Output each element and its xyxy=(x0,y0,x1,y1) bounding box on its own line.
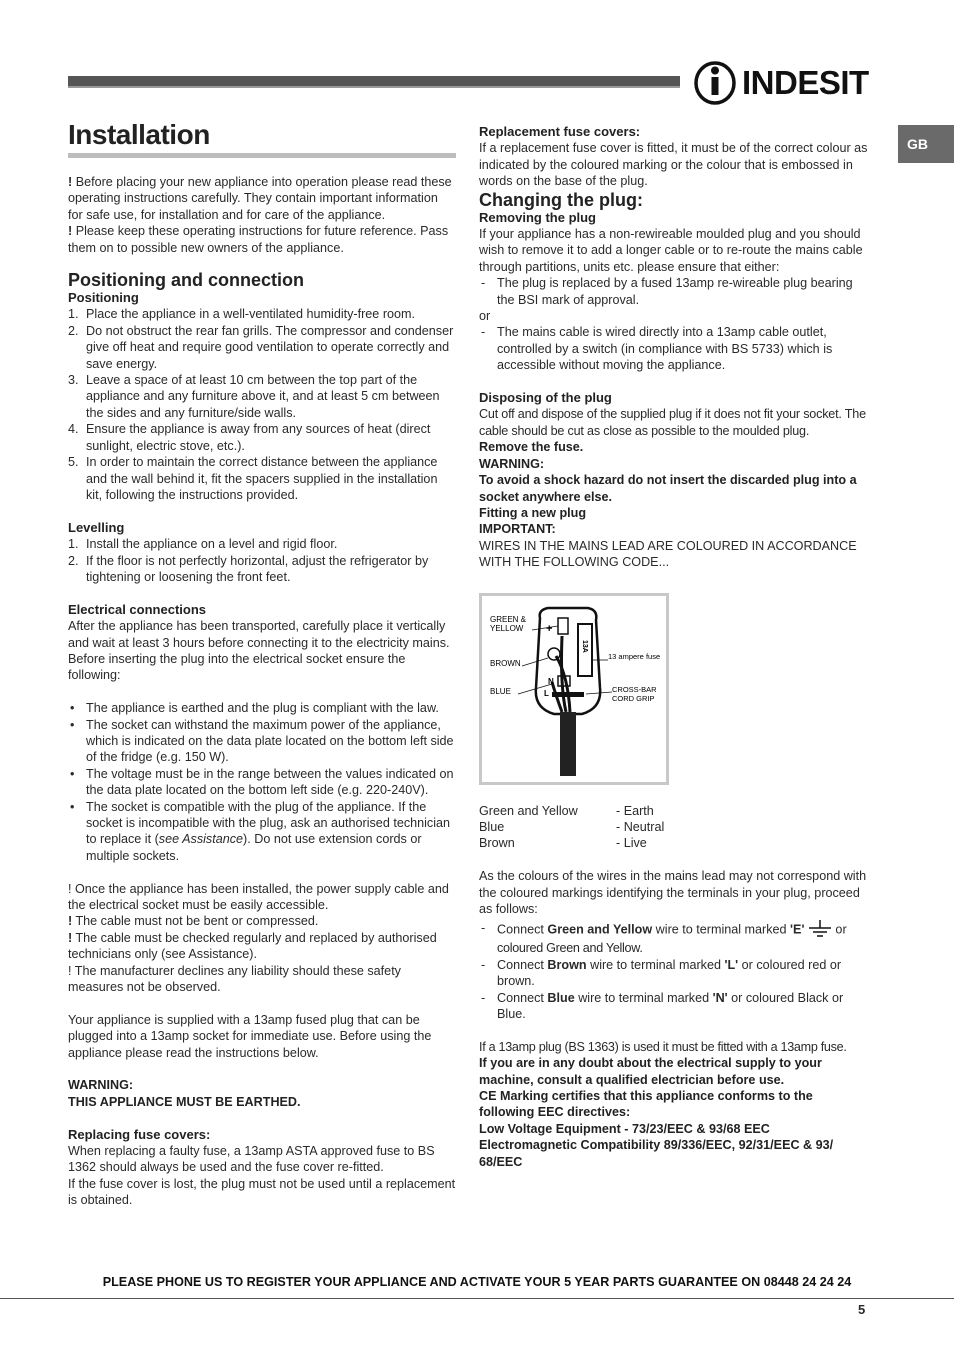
important-label: IMPORTANT: xyxy=(479,522,556,537)
section-heading-positioning-connection: Positioning and connection xyxy=(68,270,304,291)
wire-colour-legend xyxy=(479,803,869,852)
brand-wordmark: INDESIT xyxy=(742,64,869,101)
warning2-text: To avoid a shock hazard do not insert the discarded plug into a socket anywhere else. xyxy=(479,473,857,504)
list-item: - Connect Brown wire to terminal marked 'L' or coloured red or brown. xyxy=(481,957,842,989)
electrical-bullets xyxy=(68,700,456,864)
label-plus: + xyxy=(546,622,553,635)
label-terminal-l: L xyxy=(544,688,549,698)
indesit-i-icon xyxy=(694,58,740,106)
page-title: Installation xyxy=(68,119,210,150)
colours-text: As the colours of the wires in the mains lead may not correspond with the coloured markings identifying the terminals in your plug, proceed as follows: xyxy=(479,869,867,916)
subheading-replacement-fuse-covers: Replacement fuse covers: xyxy=(479,124,641,139)
list-item: 4. Ensure the appliance is away from any sources of heat (direct sunlight, electric stove, etc.). xyxy=(68,422,431,453)
list-item: - The plug is replaced by a fused 13amp re-wireable plug bearing the BSI mark of approval. xyxy=(481,276,853,307)
disposing-text: Cut off and dispose of the supplied plug if it does not fit your socket. The cable should be cut as close as possible to the moulded plug. xyxy=(479,407,866,438)
warning-label: WARNING: xyxy=(68,1078,134,1093)
subheading-electrical: Electrical connections xyxy=(68,601,206,617)
section-heading-changing-plug: Changing the plug: xyxy=(479,189,643,210)
remove-fuse: Remove the fuse. xyxy=(479,440,584,455)
legend-row: Blue - Neutral xyxy=(479,819,665,834)
earth-symbol-icon xyxy=(808,920,832,940)
label-green-yellow-1: GREEN & xyxy=(490,614,527,624)
subheading-replacing-fuse: Replacing fuse covers: xyxy=(68,1126,211,1142)
replacing-text: When replacing a faulty fuse, a 13amp ASTA approved fuse to BS 1362 should always be used and the fuse cover re-fitted. xyxy=(68,1144,435,1175)
header-bar xyxy=(68,76,680,88)
indesit-logo xyxy=(694,58,868,106)
label-fuse: 13 ampere fuse xyxy=(608,651,661,661)
fuse-note: If a 13amp plug (BS 1363) is used it must be fitted with a 13amp fuse. xyxy=(479,1039,847,1054)
list-item: 3. Leave a space of at least 10 cm between the top part of the appliance and any furniture above it, and at least 5 cm between the sides and any furniture/side walls. xyxy=(68,373,440,420)
list-item: 2. If the floor is not perfectly horizontal, adjust the refrigerator by tightening or loosening the front feet. xyxy=(68,553,429,584)
subheading-levelling: Levelling xyxy=(68,519,125,535)
list-item: • The socket can withstand the maximum power of the appliance, which is indicated on the data plate located on the bottom left side of the fridge (e.g. 150 W). xyxy=(70,717,454,765)
connect-list xyxy=(479,920,869,1022)
safety-notes: ! Once the appliance has been installed, the power supply cable and the electrical socket must be easily accessible. ! The cable must not be bent or compressed. ! The cable must be checked regularly and replaced by authorised technicians only (see Assistance). ! The manufacturer declines any liability should these safety measures not be observed. xyxy=(68,881,449,995)
intro-para: ! Before placing your new appliance into operation please read these operating instructions carefully. They contain important information for safe use, for installation and for care of the appliance. ! Please keep these operating instructions for future reference. Pass them on to possible new owners of the appliance. xyxy=(68,175,452,255)
label-blue: BLUE xyxy=(490,686,511,696)
footer-rule xyxy=(0,1298,954,1299)
replacing-text-2: If the fuse cover is lost, the plug must not be used until a replacement is obtained. xyxy=(68,1176,456,1208)
subheading-removing-plug: Removing the plug xyxy=(479,209,596,225)
positioning-list xyxy=(68,306,456,503)
left-column xyxy=(68,118,456,1209)
subheading-positioning: Positioning xyxy=(68,290,139,306)
warning-text: THIS APPLIANCE MUST BE EARTHED. xyxy=(68,1094,301,1109)
right-column xyxy=(479,124,869,1170)
removing-list-1 xyxy=(479,275,869,308)
legend-row: Green and Yellow - Earth xyxy=(479,803,654,818)
electrical-intro: After the appliance has been transported, carefully place it vertically and wait at least 3 hours before connecting it to the electricity mains. Before inserting the plug into the electrical socket ensure the following: xyxy=(68,619,450,683)
list-item: • The socket is compatible with the plug of the appliance. If the socket is incompatible with the plug, ask an authorised technician to replace it (see Assistance). Do not use extension cords or multiple sockets. xyxy=(70,799,451,863)
title-rule xyxy=(68,153,456,158)
list-item: • The voltage must be in the range between the values indicated on the data plate located on the bottom left side (e.g. 220-240V). xyxy=(70,766,454,798)
or-text: or xyxy=(479,309,491,324)
list-item: 1. Place the appliance in a well-ventilated humidity-free room. xyxy=(68,307,416,322)
subheading-disposing-plug: Disposing of the plug xyxy=(479,390,612,406)
important-text: WIRES IN THE MAINS LEAD ARE COLOURED IN ACCORDANCE WITH THE FOLLOWING CODE... xyxy=(479,538,857,570)
label-terminal-n: N xyxy=(548,676,554,686)
legend-row: Brown - Live xyxy=(479,836,647,851)
list-item: • The appliance is earthed and the plug is compliant with the law. xyxy=(70,701,439,716)
label-crossbar-2: CORD GRIP xyxy=(612,693,655,703)
emc-text: Electromagnetic Compatibility 89/336/EEC, 92/31/EEC & 93/ 68/EEC xyxy=(479,1138,834,1169)
label-crossbar-1: CROSS-BAR xyxy=(612,684,657,694)
removing-list-2 xyxy=(479,324,869,373)
fitting-heading: Fitting a new plug xyxy=(479,505,587,520)
list-item: - Connect Blue wire to terminal marked 'N' or coloured Black or Blue. xyxy=(481,990,844,1021)
language-tab-gb: GB xyxy=(898,125,954,163)
mains-cable xyxy=(560,712,576,776)
fuse-mark: 13A xyxy=(581,639,588,653)
list-item: - Connect Green and Yellow wire to terminal marked 'E' or coloured Green and Yellow. xyxy=(481,921,847,956)
list-item: - The mains cable is wired directly into a 13amp cable outlet, controlled by a switch (in compliance with BS 5733) which is accessible without moving the appliance. xyxy=(481,325,833,373)
list-item: 2. Do not obstruct the rear fan grills. The compressor and condenser give off heat and require good ventilation to operate correctly and save energy. xyxy=(68,323,454,371)
footer-guarantee-text: PLEASE PHONE US TO REGISTER YOUR APPLIANCE AND ACTIVATE YOUR 5 YEAR PARTS GUARANTEE ON 08448 24 24 24 xyxy=(102,1275,852,1289)
replacement-text: If a replacement fuse cover is fitted, it must be of the correct colour as indicated by the coloured marking or the colour that is embossed in words on the base of the plug. xyxy=(479,141,868,189)
label-green-yellow-2: YELLOW xyxy=(490,623,524,633)
plug-wiring-diagram xyxy=(479,593,669,785)
removing-text: If your appliance has a non-rewireable moulded plug and you should wish to remove it to add a longer cable or to re-route the mains cable through partitions, units etc. please ensure that either: xyxy=(479,227,863,274)
levelling-list xyxy=(68,536,456,585)
supplied-plug-text: Your appliance is supplied with a 13amp fused plug that can be plugged into a 13amp socket for immediate use. Before using the appliance please read the instructions below. xyxy=(68,1012,432,1060)
list-item: 5. In order to maintain the correct distance between the appliance and the wall behind it, fit the spacers supplied in the installation kit, following the instructions provided. xyxy=(68,455,438,502)
list-item: 1. Install the appliance on a level and rigid floor. xyxy=(68,537,338,552)
warning2-label: WARNING: xyxy=(479,456,545,471)
doubt-text: If you are in any doubt about the electrical supply to your machine, consult a qualified electrician before use. xyxy=(479,1056,822,1087)
label-brown: BROWN xyxy=(490,658,521,668)
page-number: 5 xyxy=(858,1302,866,1317)
ce-text: CE Marking certifies that this appliance conforms to the following EEC directives: xyxy=(479,1089,813,1120)
lve-text: Low Voltage Equipment - 73/23/EEC & 93/68 EEC xyxy=(479,1121,770,1136)
